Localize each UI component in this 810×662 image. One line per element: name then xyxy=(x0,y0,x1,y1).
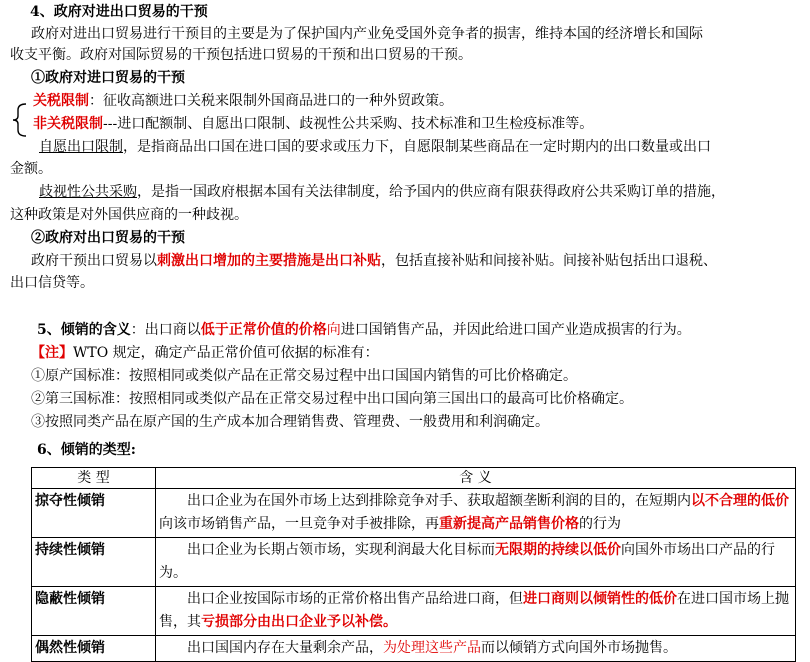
row-type: 隐蔽性倾销 xyxy=(32,587,156,636)
row-type: 掠夺性倾销 xyxy=(32,489,156,538)
row-type: 偶然性倾销 xyxy=(32,636,156,662)
meaning-highlight: 重新提高产品销售价格 xyxy=(439,516,579,532)
header-type: 类 型 xyxy=(32,468,156,489)
table-header-row xyxy=(32,468,796,489)
curly-brace-icon xyxy=(12,103,28,137)
nontariff-term: 非关税限制 xyxy=(33,116,103,132)
meaning-highlight: 进口商则以倾销性的低价 xyxy=(523,591,677,607)
meaning-highlight: 无限期的持续以低价 xyxy=(495,542,621,558)
standard-2: ②第三国标准：按照相同或类似产品在正常交易过程中出口国向第三国出口的最高可比价格确定。 xyxy=(31,391,633,407)
row-meaning xyxy=(156,636,796,662)
table-row xyxy=(32,489,796,538)
meaning-text: 向国外市场出口产品的行为。 xyxy=(159,542,775,581)
export-line xyxy=(31,251,804,271)
meaning-text: 出口企业按国际市场的正常价格出售产品给进口商，但 xyxy=(187,591,523,607)
nontariff-desc: ---进口配额制、自愿出口限制、歧视性公共采购、技术标准和卫生检疫标准等。 xyxy=(103,116,594,132)
section-5-title: 5、倾销的含义 xyxy=(37,322,131,338)
section-6-title: 6、倾销的类型: xyxy=(37,442,136,458)
dpp-line xyxy=(39,182,804,202)
row-meaning xyxy=(156,489,796,538)
export-highlight: 刺激出口增加的主要措施是出口补贴 xyxy=(157,253,381,269)
section-5-highlight: 低于正常价值的价格 xyxy=(200,322,327,338)
dumping-types-table xyxy=(31,467,796,662)
section-5-text: 进口国销售产品，并因此给进口国产业造成损害的行为。 xyxy=(340,322,691,338)
section-5-line xyxy=(37,320,804,340)
tariff-term: 关税限制 xyxy=(33,93,89,109)
section-5-text: ：出口商以 xyxy=(130,322,201,338)
note-text: WTO 规定，确定产品正常价值可依据的标准有： xyxy=(73,345,379,361)
dpp-term: 歧视性公共采购 xyxy=(39,184,137,200)
note-line xyxy=(31,343,804,363)
meaning-highlight: 以不合理的低价 xyxy=(691,493,789,509)
subsection-import-title: ①政府对进口贸易的干预 xyxy=(31,70,185,86)
export-text: ，包括直接补贴和间接补贴。间接补贴包括出口退税、 xyxy=(381,253,717,269)
paragraph-line: 出口信贷等。 xyxy=(10,275,94,291)
meaning-text: 在进口国市场上抛售，其 xyxy=(159,591,789,630)
dpp-desc: ，是指一国政府根据本国有关法律制度，给予国内的供应商有限获得政府公共采购订单的措施， xyxy=(137,184,725,200)
ver-line xyxy=(39,137,804,157)
row-meaning xyxy=(156,587,796,636)
paragraph-line: 收支平衡。政府对国际贸易的干预包括进口贸易的干预和出口贸易的干预。 xyxy=(10,47,472,63)
tariff-line xyxy=(33,91,804,111)
table-row xyxy=(32,587,796,636)
section-5-highlight-tail: 向 xyxy=(326,322,341,338)
paragraph-line: 这种政策是对外国供应商的一种歧视。 xyxy=(10,207,248,223)
paragraph-line: 政府对进出口贸易进行干预目的主要是为了保护国内产业免受国外竞争者的损害，维持本国的经济增长和国际 xyxy=(31,26,703,42)
row-type: 持续性倾销 xyxy=(32,538,156,587)
meaning-text: 的行为 xyxy=(579,516,621,532)
subsection-export-title: ②政府对出口贸易的干预 xyxy=(31,230,185,246)
meaning-text: 出口企业为在国外市场上达到排除竞争对手、获取超额垄断利润的目的，在短期内 xyxy=(187,493,691,509)
tariff-desc: ：征收高额进口关税来限制外国商品进口的一种外贸政策。 xyxy=(89,93,453,109)
meaning-text: 而以倾销方式向国外市场抛售。 xyxy=(481,640,677,656)
meaning-highlight: 为处理这些产品 xyxy=(383,640,481,656)
note-tag: 【注】 xyxy=(31,345,73,361)
nontariff-line xyxy=(33,114,804,134)
header-meaning: 含 义 xyxy=(156,468,796,489)
table-row xyxy=(32,636,796,662)
export-text: 政府干预出口贸易以 xyxy=(31,253,157,269)
section-4-title: 4、政府对进出口贸易的干预 xyxy=(30,4,208,20)
standard-1: ①原产国标准：按照相同或类似产品在正常交易过程中出口国国内销售的可比价格确定。 xyxy=(31,368,577,384)
paragraph-line: 金额。 xyxy=(10,161,52,177)
ver-term: 自愿出口限制 xyxy=(39,139,123,155)
table-row xyxy=(32,538,796,587)
row-meaning xyxy=(156,538,796,587)
ver-desc: ，是指商品出口国在进口国的要求或压力下，自愿限制某些商品在一定时期内的出口数量或出口 xyxy=(123,139,711,155)
meaning-highlight: 亏损部分由出口企业予以补偿。 xyxy=(201,614,397,630)
standard-3: ③按照同类产品在原产国的生产成本加合理销售费、管理费、一般费用和利润确定。 xyxy=(31,414,549,430)
meaning-text: 出口企业为长期占领市场，实现利润最大化目标而 xyxy=(187,542,495,558)
meaning-text: 向该市场销售产品，一旦竞争对手被排除，再 xyxy=(159,516,439,532)
meaning-text: 出口国国内存在大量剩余产品， xyxy=(187,640,383,656)
